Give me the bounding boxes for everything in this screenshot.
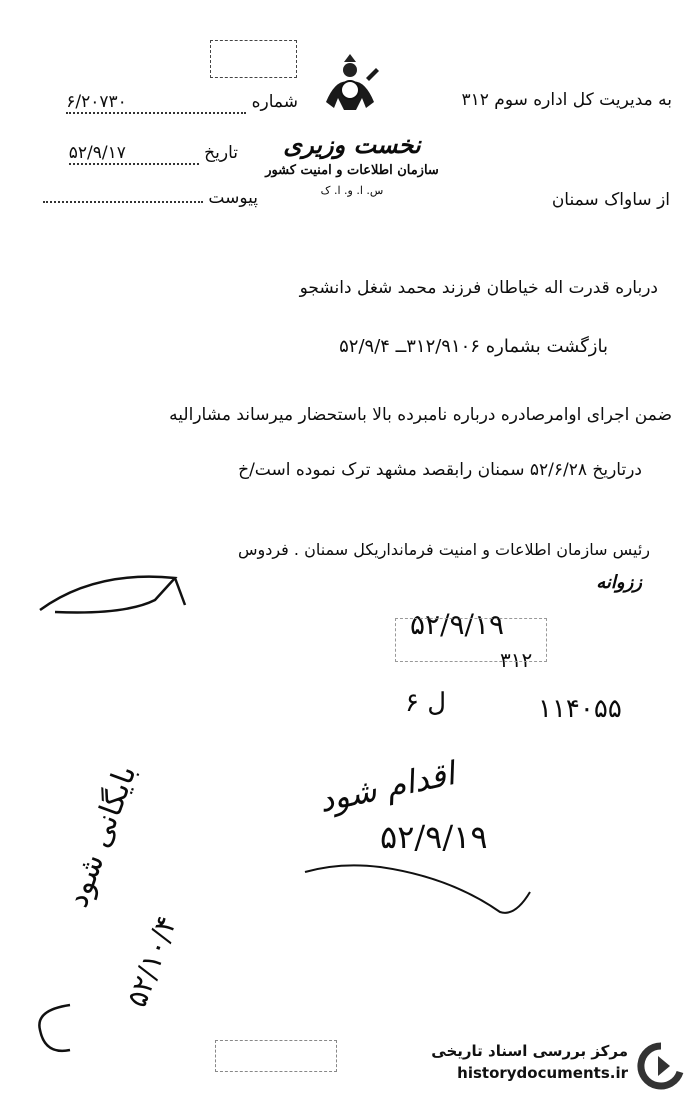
to-line [461, 90, 672, 110]
attachment-label: پیوست [208, 188, 258, 208]
to-value: مدیریت کل اداره سوم ۳۱۲ [461, 90, 653, 110]
from-line [552, 190, 670, 210]
signature-subtitle: ززوانه [596, 572, 642, 593]
date-label: تاریخ [204, 143, 238, 163]
signature-scribble [35, 560, 195, 620]
note-center-date: ۵۲/۹/۱۹ [380, 818, 488, 856]
attachment-line [28, 188, 258, 208]
number-line [28, 92, 298, 114]
office-subtitle: سازمان اطلاعات و امنیت کشور [265, 163, 439, 178]
subject-label: درباره [615, 278, 658, 298]
top-stamp [210, 40, 297, 78]
note-center: اقدام شود [315, 754, 458, 820]
number-label: شماره [251, 92, 298, 112]
stamp-number: ۳۱۲ [500, 648, 533, 672]
from-value: ساواک سمنان [551, 190, 652, 210]
lion-and-sun-emblem-icon [318, 50, 382, 120]
office-header [262, 130, 442, 197]
bottom-stamp [215, 1040, 337, 1072]
watermark [420, 1040, 690, 1092]
date-line [28, 143, 238, 165]
watermark-line-2: historydocuments.ir [457, 1064, 628, 1082]
reference-line: بازگشت بشماره ۳۱۲/۹۱۰۶ــ ۵۲/۹/۴ [339, 336, 608, 357]
attachment-dots [43, 201, 203, 203]
date-value: ۵۲/۹/۱۷ [69, 143, 199, 165]
from-label: از [657, 190, 670, 210]
note-left-date: ۵۲/۱۰/۴ [120, 911, 184, 1012]
signature-title: رئیس سازمان اطلاعات و امنیت فرمانداریکل سمنان . فردوس [237, 540, 650, 559]
paragraph-line-2: درتاریخ ۵۲/۶/۲۸ سمنان رابقصد مشهد ترک نموده است/خ [238, 460, 642, 480]
paragraph-line-1: ضمن اجرای اوامرصادره درباره نامبرده بالا باستحضار میرساند مشارالیه [169, 405, 672, 425]
note-left: بایگانی شود [60, 760, 144, 912]
to-label: به [658, 90, 672, 110]
subject-value: قدرت اله خیاطان فرزند محمد شغل دانشجو [299, 278, 610, 298]
watermark-line-1: مرکز بررسی اسناد تاریخی [431, 1042, 628, 1060]
number-value: ۶/۲۰۷۳۰ [66, 92, 246, 114]
office-title: نخست وزیری [283, 130, 421, 159]
subject-line [300, 278, 658, 298]
watermark-logo-icon [636, 1042, 686, 1090]
office-code: س. ا. و. ا. ک [320, 184, 384, 197]
note-left-flourish [30, 1000, 80, 1060]
note-center-stroke [300, 822, 540, 922]
ref-letters: ل ۶ [405, 688, 447, 718]
date-stamp-box [395, 618, 547, 662]
ref-number: ۱۱۴۰۵۵ [538, 694, 622, 724]
date-stamp: ۵۲/۹/۱۹ [410, 608, 505, 641]
